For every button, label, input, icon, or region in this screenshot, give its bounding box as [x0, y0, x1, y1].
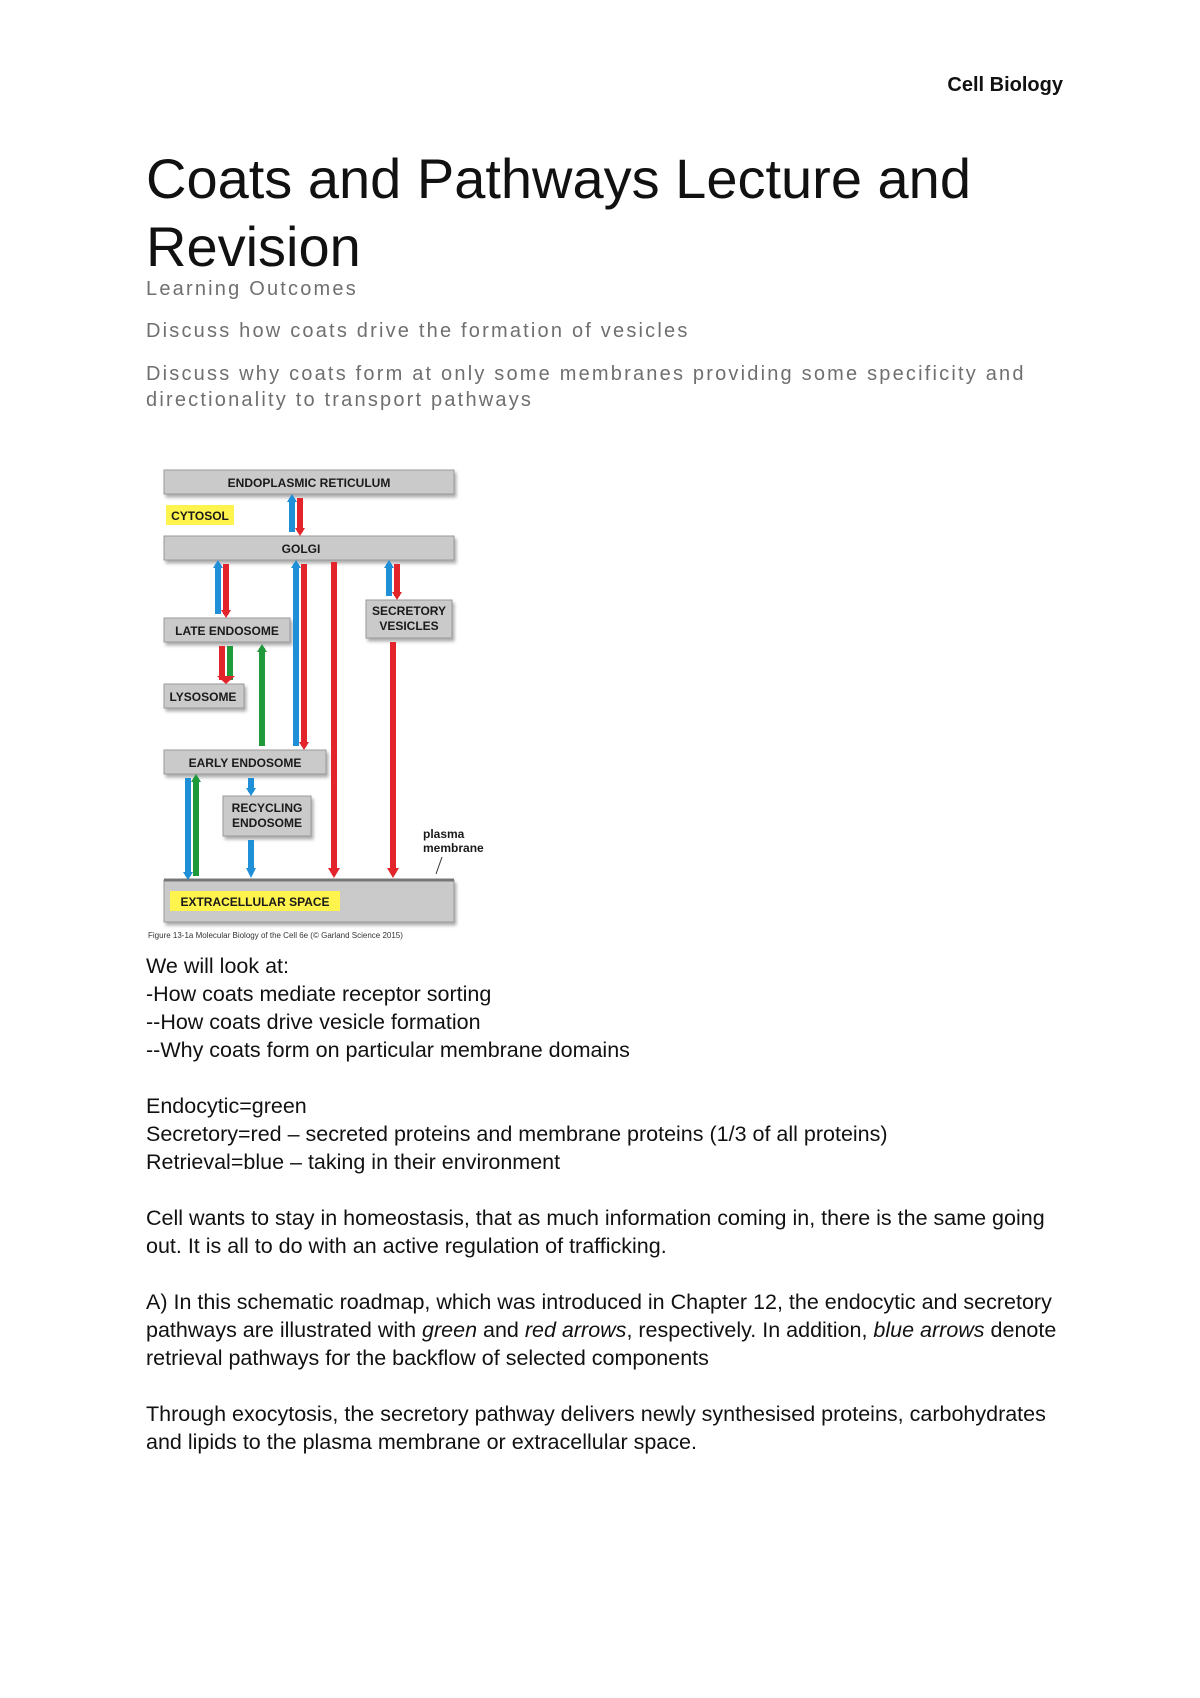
intro-line: We will look at:	[146, 954, 289, 978]
para-a-red: red arrows	[524, 1318, 627, 1342]
golgi-label: GOLGI	[281, 542, 321, 556]
para-a-text-4: denote retrieval pathways for the backflow of selected components	[146, 1318, 1057, 1370]
head	[392, 592, 402, 600]
late-endosome-label: LATE ENDOSOME	[175, 624, 279, 638]
para-a-blue: blue arrows	[873, 1318, 985, 1342]
head	[221, 610, 231, 618]
list-item: -How coats mediate receptor sorting	[146, 982, 492, 1006]
lysosome-label: LYSOSOME	[169, 690, 237, 704]
head	[328, 868, 340, 878]
head	[246, 868, 256, 878]
head	[287, 494, 297, 502]
head	[295, 528, 305, 536]
para-a-green: green	[422, 1318, 478, 1342]
head	[384, 560, 394, 568]
recycling-label-1: RECYCLING	[231, 801, 303, 815]
legend-retrieval: Retrieval=blue – taking in their environment	[146, 1150, 561, 1174]
er-label: ENDOPLASMIC RETICULUM	[227, 476, 391, 490]
recycling-label-2: ENDOSOME	[231, 816, 303, 830]
roadmap-paragraph	[146, 1288, 1086, 1372]
body-text	[146, 952, 1086, 1456]
early-endosome-label: EARLY ENDOSOME	[188, 756, 302, 770]
homeostasis-paragraph: Cell wants to stay in homeostasis, that as much information coming in, there is the same going out. It is all to do with an active regulation of trafficking.	[146, 1206, 1045, 1258]
plasma-pointer	[436, 857, 442, 874]
plasma-label-1: plasma	[423, 827, 465, 841]
learning-outcomes-heading: Learning Outcomes	[146, 278, 358, 300]
para-a-text-3: , respectively. In addition,	[626, 1318, 874, 1342]
head	[246, 788, 256, 796]
secretory-label-2: VESICLES	[379, 619, 439, 633]
trafficking-pathway-diagram	[146, 458, 526, 948]
extracellular-label: EXTRACELLULAR SPACE	[180, 895, 330, 909]
head	[213, 560, 223, 568]
head	[299, 742, 309, 750]
page-title: Coats and Pathways Lecture and Revision	[146, 147, 971, 278]
para-a-text-2: and	[477, 1318, 525, 1342]
learning-outcome-item: Discuss why coats form at only some membranes providing some specificity and directionality to transport pathways	[146, 363, 1026, 411]
plasma-label-2: membrane	[423, 841, 484, 855]
legend-secretory: Secretory=red – secreted proteins and membrane proteins (1/3 of all proteins)	[146, 1122, 888, 1146]
secretory-label-1: SECRETORY	[371, 604, 447, 618]
course-header: Cell Biology	[947, 74, 1063, 96]
head	[191, 774, 201, 782]
head	[291, 560, 301, 568]
head	[257, 644, 267, 652]
list-item: --Why coats form on particular membrane domains	[146, 1038, 630, 1062]
exocytosis-paragraph: Through exocytosis, the secretory pathway delivers newly synthesised proteins, carbohydrates and lipids to the plasma membrane or extracellular space.	[146, 1402, 1046, 1454]
legend-endocytic: Endocytic=green	[146, 1094, 307, 1118]
learning-outcome-item: Discuss how coats drive the formation of vesicles	[146, 320, 690, 342]
head	[387, 868, 399, 878]
figure-caption: Figure 13-1a Molecular Biology of the Cell 6e (© Garland Science 2015)	[148, 931, 403, 940]
cytosol-label: CYTOSOL	[171, 509, 229, 523]
list-item: --How coats drive vesicle formation	[146, 1010, 481, 1034]
para-a-text-1: A) In this schematic roadmap, which was introduced in Chapter 12, the endocytic and secretory pathways are illustrated with	[146, 1290, 1052, 1342]
